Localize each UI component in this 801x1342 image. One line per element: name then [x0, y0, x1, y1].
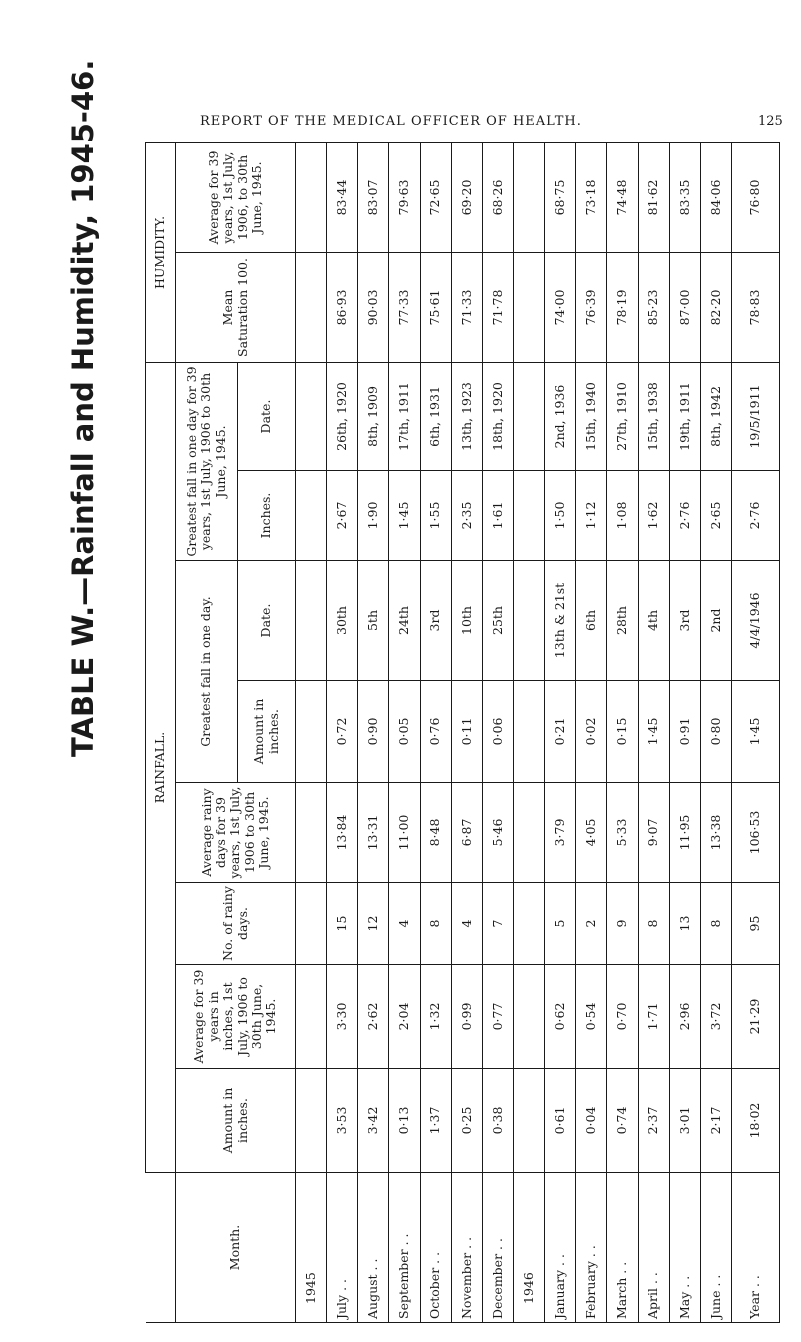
cell-avg39: 2·96 [669, 965, 700, 1069]
cell-gf-date: 3rd [420, 561, 451, 681]
cell-avg-hum: 81·62 [638, 142, 669, 252]
cell-amount: 0·25 [451, 1069, 482, 1173]
cell-avg-rainy: 106·53 [731, 783, 779, 883]
table-row [576, 142, 607, 1322]
table-row [358, 142, 389, 1322]
cell-avg39: 0·54 [576, 965, 607, 1069]
cell-amount: 3·01 [669, 1069, 700, 1173]
cell-month: December . . [482, 1173, 513, 1323]
cell-avg39: 0·62 [545, 965, 576, 1069]
cell-amount: 0·61 [545, 1069, 576, 1173]
cell-mean-sat: 82·20 [700, 252, 731, 362]
cell-gf-amt: 0·15 [607, 681, 638, 783]
cell-avg39: 1·71 [638, 965, 669, 1069]
cell-rainy: 12 [358, 883, 389, 965]
table-row [420, 142, 451, 1322]
year-1945-label: 1945 [296, 1173, 327, 1323]
cell-gf-amt: 0·11 [451, 681, 482, 783]
g39-inches-header: Inches. [238, 471, 296, 561]
greatest-one-day-header: Greatest fall in one day. [176, 561, 238, 783]
humidity-group-header: HUMIDITY. [146, 142, 176, 362]
cell-avg-rainy: 11·95 [669, 783, 700, 883]
cell-gf-amt: 0·91 [669, 681, 700, 783]
amount-header: Amount in inches. [176, 1069, 296, 1173]
total-row [731, 142, 779, 1322]
greatest-39-header: Greatest fall in one day for 39 years, 1st July, 1906 to 30th June, 1945. [176, 362, 238, 560]
table-body [296, 142, 780, 1322]
cell-gf-amt: 0·90 [358, 681, 389, 783]
cell-gf-amt: 0·06 [482, 681, 513, 783]
year-1946-label: 1946 [513, 1173, 544, 1323]
cell-rainy: 5 [545, 883, 576, 965]
cell-avg-hum: 79·63 [389, 142, 420, 252]
cell-mean-sat: 85·23 [638, 252, 669, 362]
cell-gf-amt: 0·02 [576, 681, 607, 783]
cell-g39-in: 1·08 [607, 471, 638, 561]
table-row [482, 142, 513, 1322]
cell-avg-rainy: 8·48 [420, 783, 451, 883]
table-row [545, 142, 576, 1322]
gf-date-header: Date. [238, 561, 296, 681]
cell-avg39: 3·72 [700, 965, 731, 1069]
cell-avg-hum: 83·44 [327, 142, 358, 252]
cell-avg-rainy: 5·33 [607, 783, 638, 883]
cell-avg-rainy: 5·46 [482, 783, 513, 883]
cell-avg-hum: 72·65 [420, 142, 451, 252]
cell-g39-date: 13th, 1923 [451, 362, 482, 470]
cell-rainy: 95 [731, 883, 779, 965]
cell-avg39: 1·32 [420, 965, 451, 1069]
cell-gf-amt: 1·45 [731, 681, 779, 783]
cell-g39-in: 2·65 [700, 471, 731, 561]
page-header [0, 0, 801, 130]
cell-rainy: 8 [638, 883, 669, 965]
cell-rainy: 4 [389, 883, 420, 965]
table-frame [145, 143, 801, 1319]
gf-amount-header: Amount in inches. [238, 681, 296, 783]
page-number: 125 [758, 114, 783, 129]
avg-rainy-days-header: Average rainy days for 39 years, 1st July, 1906 to 30th June, 1945. [176, 783, 296, 883]
cell-gf-date: 4/4/1946 [731, 561, 779, 681]
cell-mean-sat: 90·03 [358, 252, 389, 362]
cell-g39-in: 1·55 [420, 471, 451, 561]
cell-avg39: 0·99 [451, 965, 482, 1069]
cell-mean-sat: 71·33 [451, 252, 482, 362]
cell-amount: 18·02 [731, 1069, 779, 1173]
rainy-days-header: No. of rainy days. [176, 883, 296, 965]
cell-gf-amt: 0·80 [700, 681, 731, 783]
cell-avg39: 2·04 [389, 965, 420, 1069]
cell-amount: 3·42 [358, 1069, 389, 1173]
rainfall-humidity-table [145, 142, 780, 1323]
cell-avg39: 21·29 [731, 965, 779, 1069]
cell-avg-hum: 76·80 [731, 142, 779, 252]
mean-saturation-header: Mean Saturation 100. [176, 252, 296, 362]
cell-month: August . . [358, 1173, 389, 1323]
cell-g39-date: 26th, 1920 [327, 362, 358, 470]
cell-g39-in: 1·61 [482, 471, 513, 561]
running-head: REPORT OF THE MEDICAL OFFICER OF HEALTH. [200, 114, 582, 129]
cell-g39-date: 15th, 1938 [638, 362, 669, 470]
cell-gf-date: 30th [327, 561, 358, 681]
cell-g39-date: 8th, 1942 [700, 362, 731, 470]
cell-month: January . . [545, 1173, 576, 1323]
year-row [513, 142, 544, 1322]
cell-mean-sat: 77·33 [389, 252, 420, 362]
cell-rainy: 13 [669, 883, 700, 965]
cell-month: May . . [669, 1173, 700, 1323]
cell-amount: 0·74 [607, 1069, 638, 1173]
cell-rainy: 15 [327, 883, 358, 965]
cell-gf-amt: 0·76 [420, 681, 451, 783]
cell-avg-hum: 74·48 [607, 142, 638, 252]
cell-avg-rainy: 13·38 [700, 783, 731, 883]
cell-g39-in: 1·12 [576, 471, 607, 561]
table-row [607, 142, 638, 1322]
cell-rainy: 7 [482, 883, 513, 965]
cell-g39-date: 15th, 1940 [576, 362, 607, 470]
cell-avg-rainy: 3·79 [545, 783, 576, 883]
cell-avg-hum: 69·20 [451, 142, 482, 252]
table-row [638, 142, 669, 1322]
cell-rainy: 8 [420, 883, 451, 965]
cell-avg-hum: 73·18 [576, 142, 607, 252]
table-row [700, 142, 731, 1322]
cell-g39-date: 18th, 1920 [482, 362, 513, 470]
table-row [669, 142, 700, 1322]
cell-g39-in: 2·35 [451, 471, 482, 561]
cell-mean-sat: 78·19 [607, 252, 638, 362]
month-header-top [146, 1173, 176, 1323]
cell-mean-sat: 71·78 [482, 252, 513, 362]
cell-avg-rainy: 13·84 [327, 783, 358, 883]
cell-month: Year . . [731, 1173, 779, 1323]
cell-rainy: 9 [607, 883, 638, 965]
cell-mean-sat: 78·83 [731, 252, 779, 362]
cell-g39-date: 19/5/1911 [731, 362, 779, 470]
cell-g39-date: 19th, 1911 [669, 362, 700, 470]
cell-gf-amt: 0·05 [389, 681, 420, 783]
cell-g39-in: 2·76 [669, 471, 700, 561]
cell-month: March . . [607, 1173, 638, 1323]
cell-mean-sat: 75·61 [420, 252, 451, 362]
cell-g39-in: 2·76 [731, 471, 779, 561]
cell-gf-date: 10th [451, 561, 482, 681]
cell-g39-in: 1·62 [638, 471, 669, 561]
cell-month: September . . [389, 1173, 420, 1323]
cell-g39-date: 27th, 1910 [607, 362, 638, 470]
cell-avg-rainy: 13·31 [358, 783, 389, 883]
g39-date-header: Date. [238, 362, 296, 470]
cell-gf-date: 25th [482, 561, 513, 681]
cell-gf-amt: 0·72 [327, 681, 358, 783]
cell-avg39: 0·70 [607, 965, 638, 1069]
cell-g39-in: 2·67 [327, 471, 358, 561]
cell-g39-in: 1·45 [389, 471, 420, 561]
avg39-header: Average for 39 years in inches, 1st July, 1906 to 30th June, 1945. [176, 965, 296, 1069]
cell-avg39: 2·62 [358, 965, 389, 1069]
cell-gf-date: 2nd [700, 561, 731, 681]
cell-mean-sat: 86·93 [327, 252, 358, 362]
cell-gf-date: 24th [389, 561, 420, 681]
cell-gf-date: 5th [358, 561, 389, 681]
cell-g39-date: 2nd, 1936 [545, 362, 576, 470]
cell-gf-date: 6th [576, 561, 607, 681]
cell-mean-sat: 87·00 [669, 252, 700, 362]
cell-mean-sat: 76·39 [576, 252, 607, 362]
cell-g39-in: 1·90 [358, 471, 389, 561]
cell-avg-rainy: 11·00 [389, 783, 420, 883]
month-header: Month. [176, 1173, 296, 1323]
cell-month: July . . [327, 1173, 358, 1323]
table-row [389, 142, 420, 1322]
cell-gf-amt: 1·45 [638, 681, 669, 783]
cell-gf-date: 28th [607, 561, 638, 681]
cell-mean-sat: 74·00 [545, 252, 576, 362]
cell-amount: 0·13 [389, 1069, 420, 1173]
cell-amount: 0·04 [576, 1069, 607, 1173]
cell-avg-hum: 83·07 [358, 142, 389, 252]
cell-amount: 2·17 [700, 1069, 731, 1173]
cell-avg39: 3·30 [327, 965, 358, 1069]
cell-avg-hum: 68·26 [482, 142, 513, 252]
cell-gf-date: 13th & 21st [545, 561, 576, 681]
cell-gf-date: 3rd [669, 561, 700, 681]
cell-month: November . . [451, 1173, 482, 1323]
cell-g39-date: 17th, 1911 [389, 362, 420, 470]
cell-avg39: 0·77 [482, 965, 513, 1069]
cell-rainy: 8 [700, 883, 731, 965]
cell-avg-hum: 83·35 [669, 142, 700, 252]
cell-gf-date: 4th [638, 561, 669, 681]
rainfall-group-header: RAINFALL. [146, 362, 176, 1172]
cell-month: February . . [576, 1173, 607, 1323]
cell-avg-rainy: 9·07 [638, 783, 669, 883]
cell-g39-date: 8th, 1909 [358, 362, 389, 470]
cell-rainy: 2 [576, 883, 607, 965]
cell-gf-amt: 0·21 [545, 681, 576, 783]
table-row [451, 142, 482, 1322]
cell-month: April . . [638, 1173, 669, 1323]
cell-amount: 1·37 [420, 1069, 451, 1173]
avg-humidity-header: Average for 39 years, 1st July, 1906, to 30th June, 1945. [176, 142, 296, 252]
cell-g39-in: 1·50 [545, 471, 576, 561]
cell-amount: 0·38 [482, 1069, 513, 1173]
cell-avg-hum: 84·06 [700, 142, 731, 252]
cell-amount: 3·53 [327, 1069, 358, 1173]
table-title: TABLE W.—Rainfall and Humidity, 1945-46. [66, 59, 100, 757]
cell-avg-hum: 68·75 [545, 142, 576, 252]
cell-amount: 2·37 [638, 1069, 669, 1173]
table-row [327, 142, 358, 1322]
cell-month: October . . [420, 1173, 451, 1323]
cell-month: June . . [700, 1173, 731, 1323]
cell-g39-date: 6th, 1931 [420, 362, 451, 470]
cell-rainy: 4 [451, 883, 482, 965]
cell-avg-rainy: 4·05 [576, 783, 607, 883]
cell-avg-rainy: 6·87 [451, 783, 482, 883]
